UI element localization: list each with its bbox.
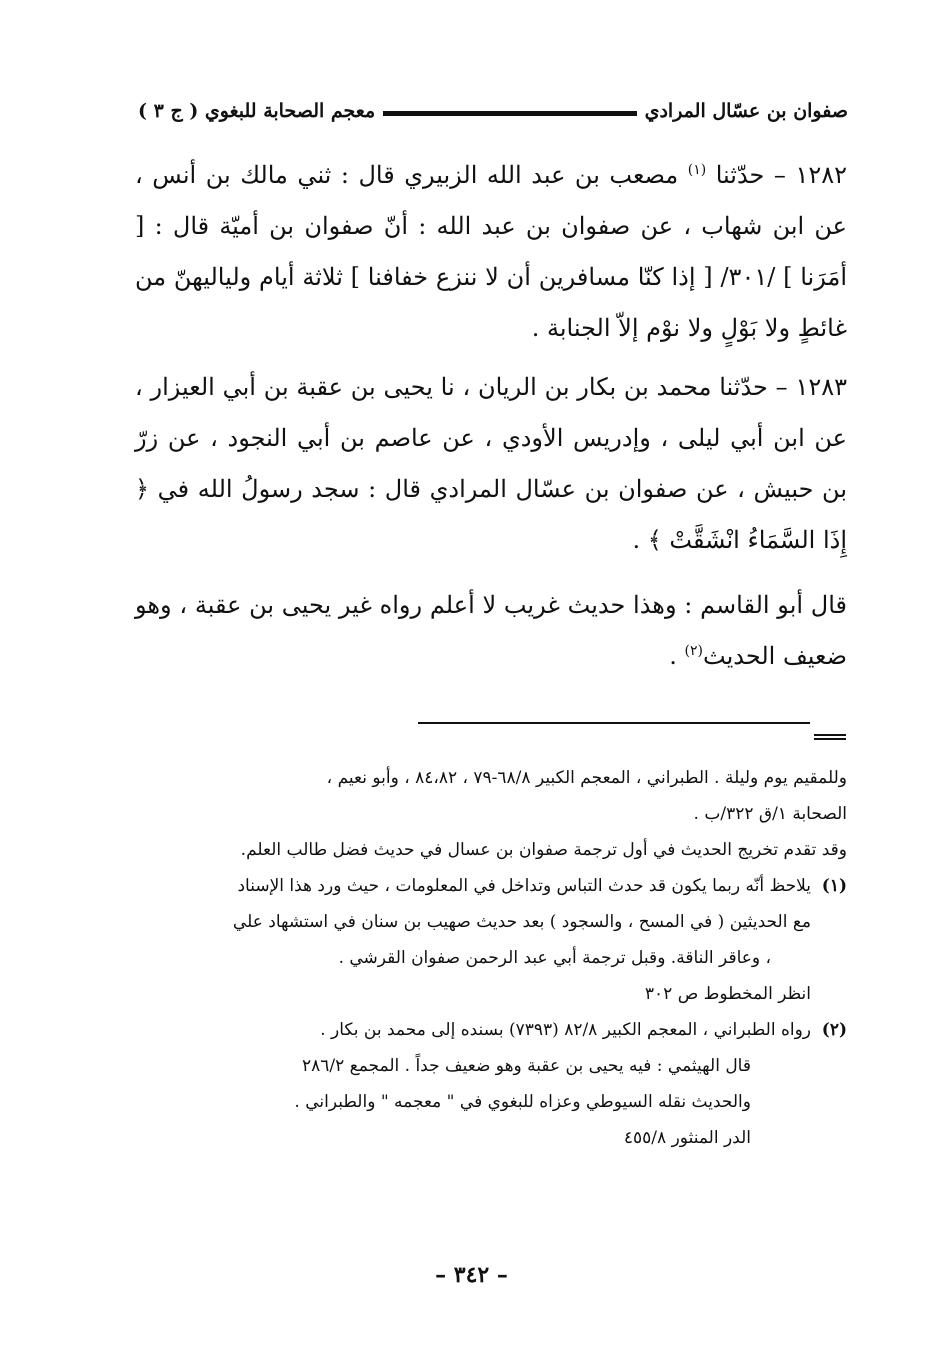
running-header <box>138 96 848 126</box>
chapter-title: صفوان بن عسّال المرادي <box>644 100 848 122</box>
commentary <box>135 580 847 682</box>
footnote-1-line: ، وعاقر الناقة. وقبل ترجمة أبي عبد الرحمن صفوان القرشي . <box>338 948 771 968</box>
footnote-1-label: (١) <box>821 876 847 896</box>
footnote-2-label: (٢) <box>821 1020 847 1040</box>
footnote-continuation-mark <box>814 734 846 740</box>
footnote-1-line: يلاحظ أنّه ربما يكون قد حدث التباس وتداخل في المعلومات ، حيث ورد هذا الإسناد <box>237 876 811 896</box>
footnote-2 <box>135 1012 847 1156</box>
page-number: – ٣٤٢ – <box>435 1262 508 1288</box>
paragraph-1282 <box>135 150 847 354</box>
footnote-1-line: مع الحديثين ( في المسح ، والسجود ) بعد حديث صهيب بن سنان في استشهاد علي <box>232 912 811 932</box>
footnote-ref-2: (٢) <box>684 643 703 659</box>
footnote-2-line: رواه الطبراني ، المعجم الكبير ٨٢/٨ (٧٣٩٣) بسنده إلى محمد بن بكار . <box>320 1020 811 1040</box>
footnote-2-line: قال الهيثمي : فيه يحيى بن عقبة وهو ضعيف جداً . المجمع ٢٨٦/٢ <box>302 1056 751 1076</box>
header-rule <box>383 111 636 116</box>
book-title: معجم الصحابة للبغوي ( ج ٣ ) <box>138 100 376 122</box>
footnote-continued-line: الصحابة ١/ق ٣٢٢/ب . <box>693 804 847 824</box>
footnotes <box>135 760 847 1156</box>
footnote-ref-1: (١) <box>687 162 707 178</box>
hadith-1283 <box>135 362 847 566</box>
footnote-1 <box>135 868 847 1012</box>
commentary-text: قال أبو القاسم : وهذا حديث غريب لا أعلم رواه غير يحيى بن عقبة ، وهو ضعيف الحديث <box>135 591 847 670</box>
hadith-number-1282: ١٢٨٢ – حدّثنا <box>706 161 847 189</box>
footnote-continued-line: وللمقيم يوم وليلة . الطبراني ، المعجم الكبير ٦٨/٨-٧٩ ، ٨٤،٨٢ ، وأبو نعيم ، <box>326 768 847 788</box>
footnote-1-line: انظر المخطوط ص ٣٠٢ <box>644 984 811 1004</box>
footnote-2-line: الدر المنثور ٤٥٥/٨ <box>623 1128 751 1148</box>
paragraph-1283: ١٢٨٣ – حدّثنا محمد بن بكار بن الريان ، نا يحيى بن عقبة بن أبي العيزار ، عن ابن أبي ليلى ، وإدريس الأودي ، عن عاصم بن أبي النجود ، عن زرّ بن حبيش ، عن صفوان بن عسّال المرادي قال : سجد رسولُ الله في ﴿ إِذَا السَّمَاءُ انْشَقَّتْ ﴾ . <box>135 373 847 554</box>
commentary-tail: . <box>669 642 685 670</box>
hadith-1282 <box>135 150 847 354</box>
commentary-paragraph <box>135 580 847 682</box>
footnote-separator <box>418 722 810 724</box>
footnote-2-line: والحديث نقله السيوطي وعزاه للبغوي في " معجمه " والطبراني . <box>294 1092 751 1112</box>
footnote-continued-line: وقد تقدم تخريج الحديث في أول ترجمة صفوان بن عسال في حديث فضل طالب العلم. <box>240 840 847 860</box>
hadith-text-1282: مصعب بن عبد الله الزبيري قال : ثني مالك بن أنس ، عن ابن شهاب ، عن صفوان بن عبد الله : أنّ صفوان بن أميّة قال : [ أمَرَنا ] /٣٠١/ [ إذا كنّا مسافرين أن لا ننزع خفافنا ] ثلاثة أيام ولياليهنّ من غائطٍ ولا بَوْلٍ ولا نوْم إلاّ الجنابة . <box>135 161 847 342</box>
